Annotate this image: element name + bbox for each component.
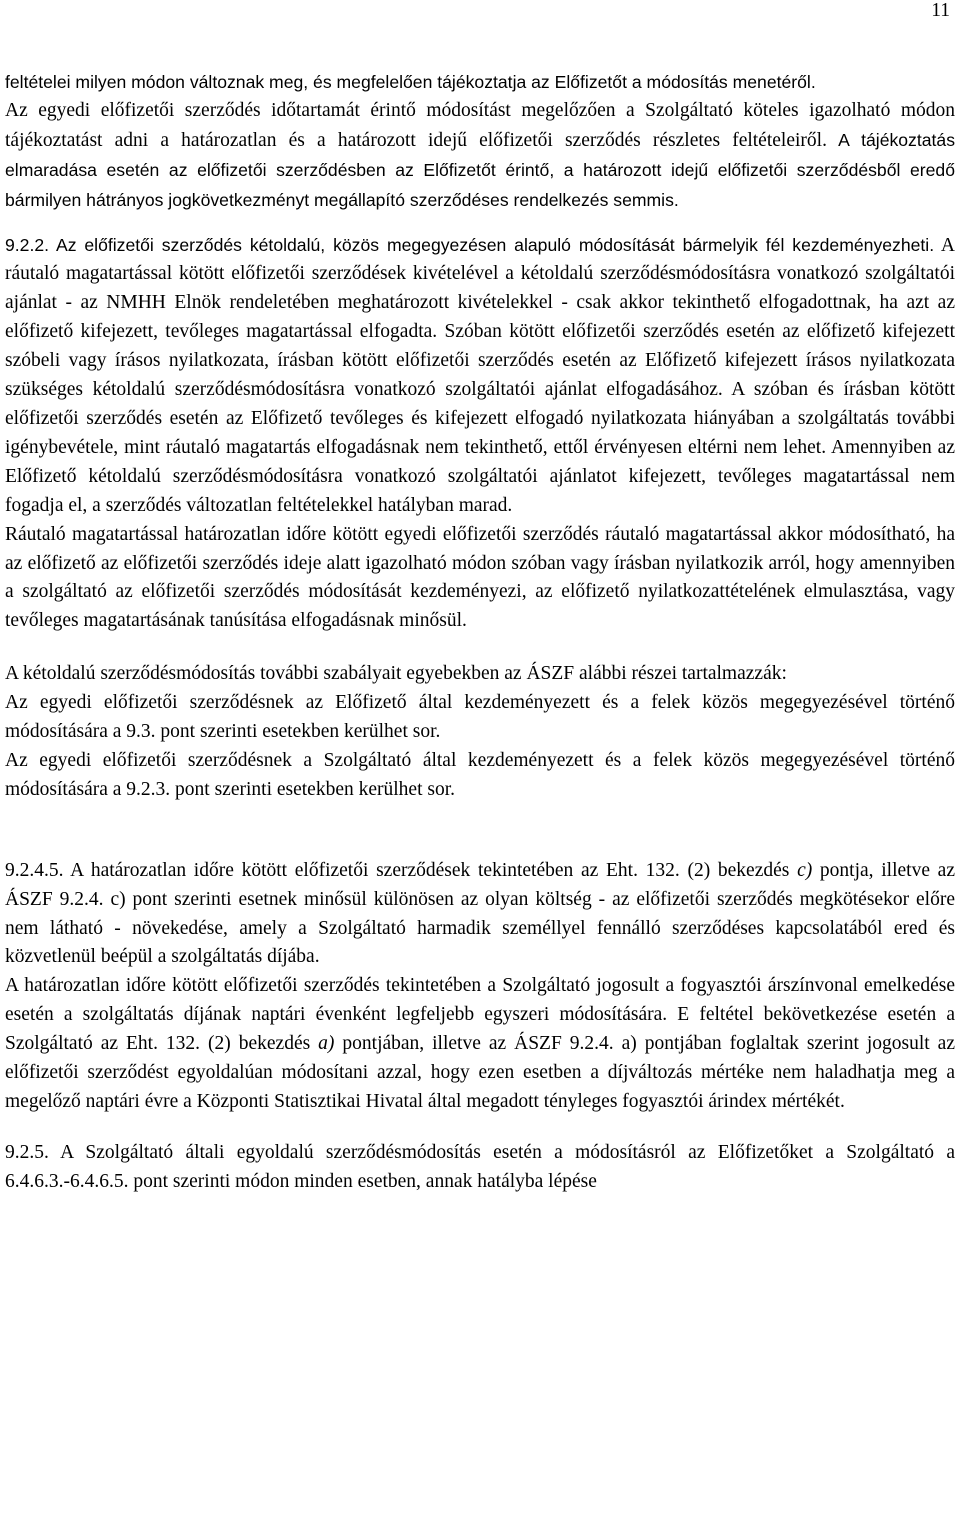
paragraph-text-sans: A tájékoztatás elmaradása esetén az előfizetői szerződésben az Előfizetőt érintő, a határozott idejű előfizetői szerződésből eredő bármilyen hátrányos jogkövetkezményt megállapító szerződéses rendelkezés semmis. [5,129,955,210]
paragraph-text: A határozatlan időre kötött előfizetői szerződés tekintetében a Szolgáltató jogosult a fogyasztói árszínvonal emelkedése esetén a szolgáltatás díjának naptári évenként legfeljebb egyszeri módosítására. E feltétel bekövetkezése esetén a Szolgáltató az Eht. 132. (2) bekezdés [5,975,955,1055]
paragraph-text: feltételei milyen módon változnak meg, és megfelelően tájékoztatja az Előfizetőt a módosítás menetéről. [5,72,816,92]
paragraph-text-italic: a) [318,1033,335,1055]
paragraph-provider-initiated [5,747,955,805]
paragraph-text: pontjában, illetve az ÁSZF 9.2.4. a) pontjában foglaltak szerint jogosult az előfizetői szerződést egyoldalúan módosítani azzal, hogy ezen esetben a díjváltozás mértéke nem haladhatja meg a megelőző naptári évre a Központi Statisztikai Hivatal által megadott tényleges fogyasztói árindex mértékét. [5,1033,955,1112]
paragraph-9-2-5 [5,1139,955,1197]
paragraph-subscriber-initiated [5,689,955,747]
document-body [5,68,955,1197]
paragraph-text: pontja, illetve az ÁSZF 9.2.4. c) pont szerinti esetnek minősül különösen az olyan költség - az előfizetői szerződés megkötésekor előre nem látható - növekedése, amely a Szolgáltató harmadik személlyel fennálló szerződéses kapcsolatából ered és közvetlenül beépül a szolgáltatás díjába. [5,859,955,968]
paragraph-text-sans: 9.2.2. Az előfizetői szerződés kétoldalú, közös megegyezésen alapuló módosítását bármelyik fél kezdeményezheti. [5,234,935,255]
paragraph-text: Ráutaló magatartással határozatlan időre kötött egyedi előfizetői szerződés ráutaló magatartással akkor módosítható, ha az előfizető az előfizetői szerződés ideje alatt igazolható módon szóban vagy írásban nyilatkozik arról, hogy amennyiben a szolgáltató az előfizetői szerződés módosítását kezdeményezi, az előfizető nyilatkozattételének elmulasztása, vagy tevőleges magatartásának tanúsítása elfogadásnak minősül. [5,523,955,632]
paragraph-9-2-2 [5,231,955,521]
page-number: 11 [931,0,950,21]
paragraph-text: Az egyedi előfizetői szerződésnek a Szolgáltató által kezdeményezett és a felek közös megegyezésével történő módosítására a 9.2.3. pont szerinti esetekben kerülhet sor. [5,749,955,800]
paragraph-text: Az egyedi előfizetői szerződésnek az Előfizető által kezdeményezett és a felek közös megegyezésével történő módosítására a 9.3. pont szerinti esetekben kerülhet sor. [5,692,955,743]
paragraph-text: A ráutaló magatartással kötött előfizetői szerződések kivételével a kétoldalú szerződésmódosításra vonatkozó szolgáltatói ajánlat - az NMHH Elnök rendeletében meghatározott kivételekkel - csak akkor tekinthető elfogadottnak, ha azt az előfizető kifejezett, tevőleges magatartással elfogadta. Szóban kötött előfizetői szerződés esetén az előfizető kifejezett szóbeli vagy írásos nyilatkozata, írásban kötött előfizetői szerződés esetén az Előfizető kifejezett írásos nyilatkozata szükséges kétoldalú szerződésmódosításra vonatkozó szolgáltatói ajánlat elfogadásához. A szóban és írásban kötött előfizetői szerződés esetén az Előfizető tevőleges és kifejezett elfogadó nyilatkozata hiányában a szolgáltatás további igénybevétele, mint ráutaló magatartás elfogadásnak nem tekinthető, ettől érvényesen eltérni nem lehet. Amennyiben az Előfizető kétoldalú szerződésmódosításra vonatkozó szolgáltatói ajánlatot kifejezett, tevőleges magatartással nem fogadja el, a szerződés változatlan feltételekkel hatályban marad. [5,234,955,516]
paragraph-text: 9.2.5. A Szolgáltató általi egyoldalú szerződésmódosítás esetén a módosításról az Előfizetőket a Szolgáltató a 6.4.6.3.-6.4.6.5. pont szerinti módon minden esetben, annak hatályba lépése [5,1141,955,1192]
paragraph-price-index [5,972,955,1117]
paragraph-text: Az egyedi előfizetői szerződés időtartamát érintő módosítást megelőzően a Szolgáltató köteles igazolható módon tájékoztatást adni a határozatlan és a határozott idejű előfizetői szerződés részletes feltételeiről. [5,99,955,151]
paragraph-9-2-4-5 [5,857,955,973]
paragraph-further-rules [5,660,955,689]
paragraph-text: 9.2.4.5. A határozatlan időre kötött előfizetői szerződések tekintetében az Eht. 132. (2) bekezdés [5,859,798,881]
paragraph-text: A kétoldalú szerződésmódosítás további szabályait egyebekben az ÁSZF alábbi részei tartalmazzák: [5,663,787,685]
paragraph-duration-modification [5,97,955,216]
paragraph-intro-continuation [5,68,955,97]
paragraph-text-italic: c) [797,859,813,881]
paragraph-implied-conduct [5,521,955,637]
